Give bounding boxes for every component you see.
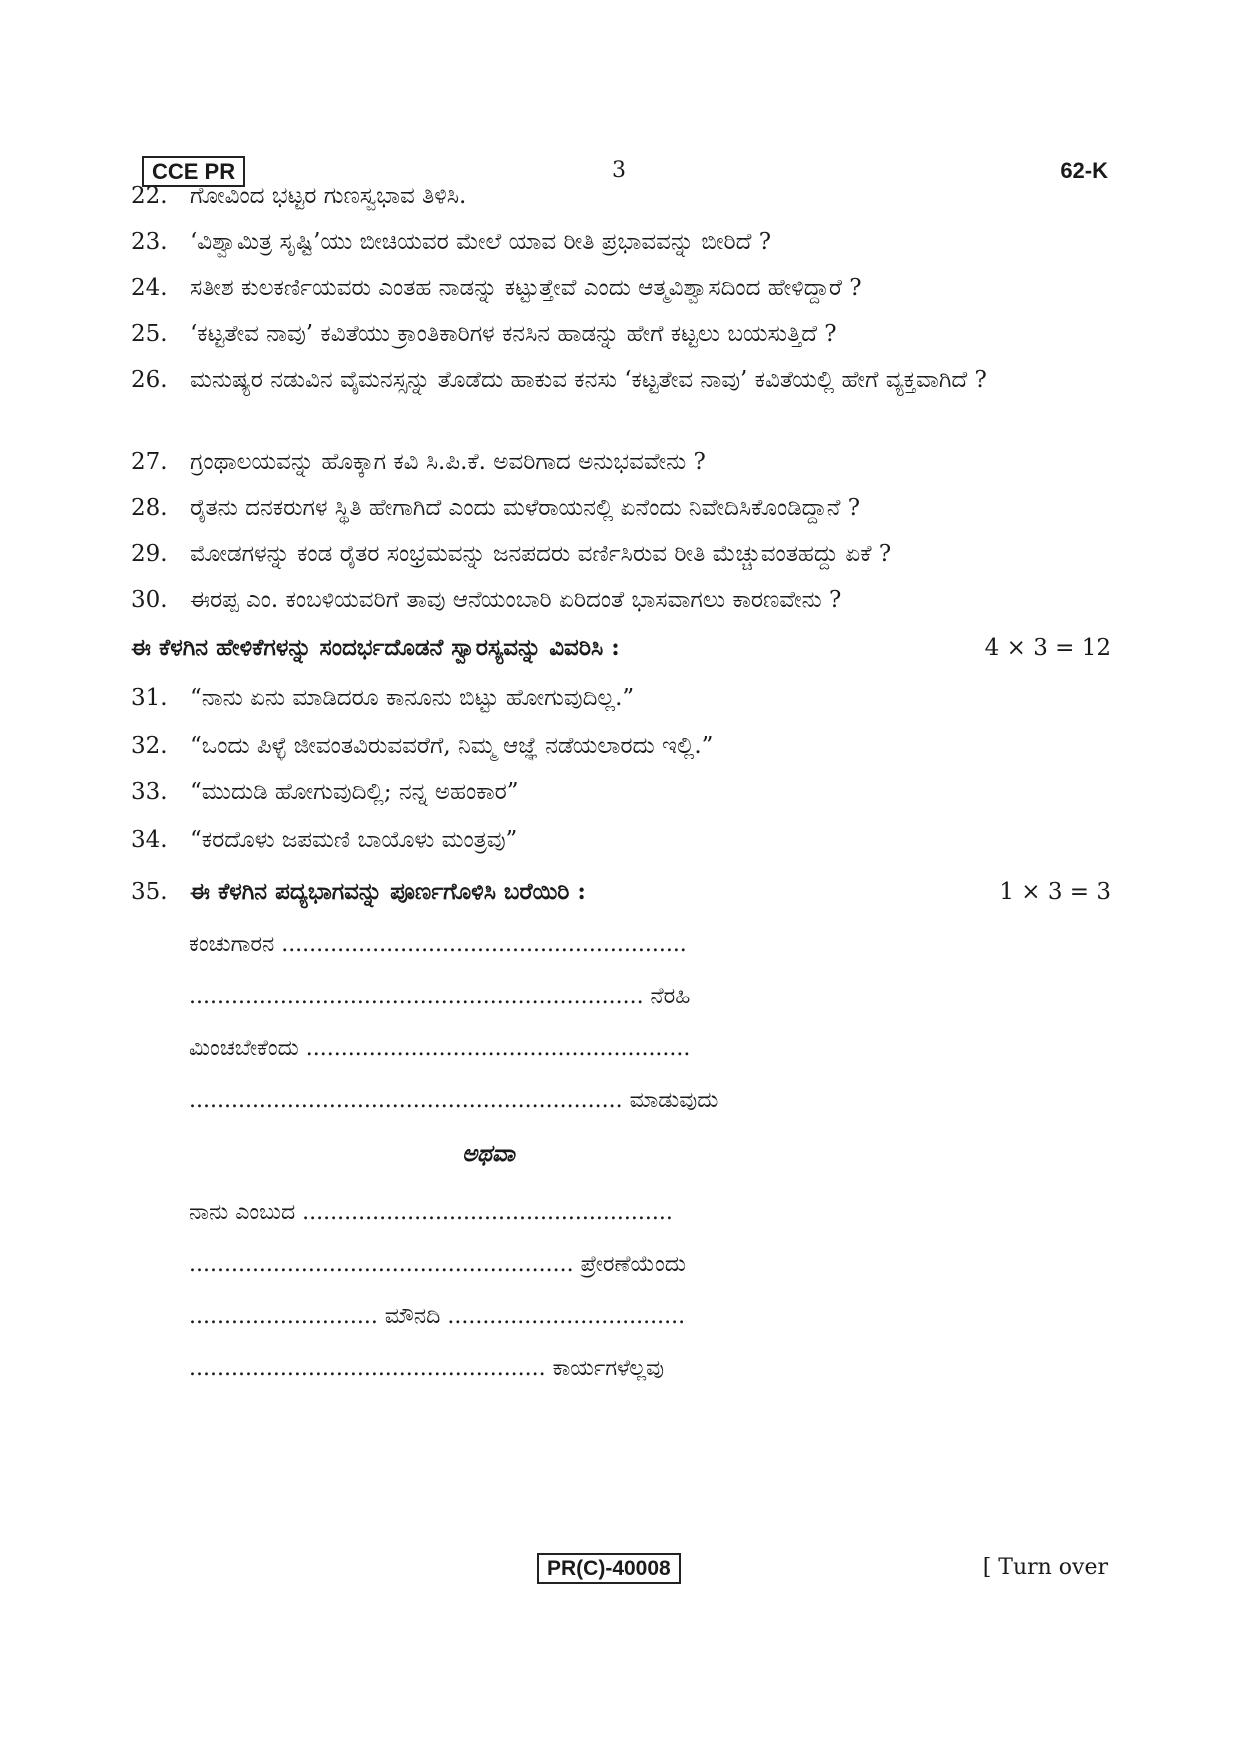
question-number: 30. bbox=[131, 587, 168, 613]
question-number: 35. bbox=[131, 879, 168, 905]
question-text: ಗ್ರಂಥಾಲಯವನ್ನು ಹೊಕ್ಕಾಗ ಕವಿ ಸಿ.ಪಿ.ಕೆ. ಅವರಿಗಾದ ಅನುಭವವೇನು ? bbox=[190, 449, 706, 475]
question-text: ಸತೀಶ ಕುಲಕರ್ಣಿಯವರು ಎಂತಹ ನಾಡನ್ನು ಕಟ್ಟುತ್ತೇವೆ ಎಂದು ಆತ್ಮವಿಶ್ವಾಸದಿಂದ ಹೇಳಿದ್ದಾರೆ ? bbox=[190, 275, 862, 301]
question-25 bbox=[131, 316, 1111, 352]
question-text: ಮೋಡಗಳನ್ನು ಕಂಡ ರೈತರ ಸಂಭ್ರಮವನ್ನು ಜನಪದರು ವರ್ಣಿಸಿರುವ ರೀತಿ ಮೆಚ್ಚುವಂತಹದ್ದು ಏಕೆ ? bbox=[190, 541, 892, 567]
poem-line: ................................................................. ನೆರಹಿ bbox=[189, 984, 691, 1009]
paper-code: 62-K bbox=[1060, 158, 1108, 183]
page-number: 3 bbox=[612, 158, 626, 183]
footer-code-box: PR(C)-40008 bbox=[537, 1553, 681, 1584]
section-instruction: ಈ ಕೆಳಗಿನ ಹೇಳಿಕೆಗಳನ್ನು ಸಂದರ್ಭದೊಡನೆ ಸ್ವಾರಸ್ಯವನ್ನು ವಿವರಿಸಿ : bbox=[131, 634, 620, 661]
question-number: 29. bbox=[131, 541, 168, 567]
question-24 bbox=[131, 270, 1111, 306]
question-29 bbox=[131, 536, 1111, 572]
poem-line: ಕಂಚುಗಾರನ .......................................................... bbox=[189, 932, 687, 957]
question-text: ‘ವಿಶ್ವಾಮಿತ್ರ ಸೃಷ್ಟಿ’ಯು ಬೀಚಿಯವರ ಮೇಲೆ ಯಾವ ರೀತಿ ಪ್ರಭಾವವನ್ನು ಬೀರಿದೆ ? bbox=[190, 229, 772, 255]
poem-line: .............................................................. ಮಾಡುವುದು bbox=[189, 1088, 719, 1113]
question-text: “ಮುದುಡಿ ಹೋಗುವುದಿಲ್ಲಿ; ನನ್ನ ಅಹಂಕಾರ” bbox=[190, 779, 519, 805]
or-label: ಅಥವಾ bbox=[462, 1140, 515, 1167]
question-text: ಈರಪ್ಪ ಎಂ. ಕಂಬಳಿಯವರಿಗೆ ತಾವು ಆನೆಯಂಬಾರಿ ಏರಿದಂತೆ ಭಾಸವಾಗಲು ಕಾರಣವೇನು ? bbox=[190, 587, 842, 613]
poem-line: ....................................................... ಪ್ರೇರಣೆಯೆಂದು bbox=[189, 1252, 686, 1277]
question-number: 22. bbox=[131, 183, 168, 209]
question-number: 28. bbox=[131, 495, 168, 521]
question-text: “ಕರದೊಳು ಜಪಮಣಿ ಬಾಯೊಳು ಮಂತ್ರವು” bbox=[190, 827, 518, 853]
question-number: 26. bbox=[131, 367, 168, 393]
section-marks: 4 × 3 = 12 bbox=[984, 635, 1111, 661]
section-heading-context bbox=[131, 630, 1111, 666]
question-35 bbox=[131, 874, 1111, 910]
poem-line: ನಾನು ಎಂಬುದ ..................................................... bbox=[189, 1200, 673, 1225]
question-22 bbox=[131, 178, 1111, 214]
question-33 bbox=[131, 774, 1111, 810]
question-number: 25. bbox=[131, 321, 168, 347]
question-number: 34. bbox=[131, 827, 168, 853]
question-28 bbox=[131, 490, 1111, 526]
question-26 bbox=[131, 362, 1111, 398]
question-text: ಮನುಷ್ಯರ ನಡುವಿನ ವೈಮನಸ್ಸನ್ನು ತೊಡೆದು ಹಾಕುವ ಕನಸು ‘ಕಟ್ಟತೇವ ನಾವು’ ಕವಿತೆಯಲ್ಲಿ ಹೇಗೆ ವ್ಯಕ್ತವಾಗಿದೆ ? bbox=[190, 367, 987, 393]
question-number: 32. bbox=[131, 733, 168, 759]
question-number: 24. bbox=[131, 275, 168, 301]
question-marks: 1 × 3 = 3 bbox=[999, 879, 1111, 905]
question-27 bbox=[131, 444, 1111, 480]
question-number: 33. bbox=[131, 779, 168, 805]
question-text: ಗೋವಿಂದ ಭಟ್ಟರ ಗುಣಸ್ವಭಾವ ತಿಳಿಸಿ. bbox=[190, 183, 467, 209]
question-31 bbox=[131, 680, 1111, 716]
question-text: “ನಾನು ಏನು ಮಾಡಿದರೂ ಕಾನೂನು ಬಿಟ್ಟು ಹೋಗುವುದಿಲ್ಲ.” bbox=[190, 685, 635, 711]
question-number: 23. bbox=[131, 229, 168, 255]
question-text: ರೈತನು ದನಕರುಗಳ ಸ್ಥಿತಿ ಹೇಗಾಗಿದೆ ಎಂದು ಮಳೆರಾಯನಲ್ಲಿ ಏನೆಂದು ನಿವೇದಿಸಿಕೊಂಡಿದ್ದಾನೆ ? bbox=[190, 495, 861, 521]
question-text: “ಒಂದು ಪಿಳ್ಳೆ ಜೀವಂತವಿರುವವರೆಗೆ, ನಿಮ್ಮ ಆಜ್ಞೆ ನಡೆಯಲಾರದು ಇಲ್ಲಿ.” bbox=[190, 733, 714, 759]
turn-over-label: [ Turn over bbox=[982, 1555, 1108, 1580]
question-text: ‘ಕಟ್ಟತೇವ ನಾವು’ ಕವಿತೆಯು ಕ್ರಾಂತಿಕಾರಿಗಳ ಕನಸಿನ ಹಾಡನ್ನು ಹೇಗೆ ಕಟ್ಟಲು ಬಯಸುತ್ತಿದೆ ? bbox=[190, 321, 837, 347]
poem-line: ................................................... ಕಾರ್ಯಗಳೆಲ್ಲವು bbox=[189, 1356, 665, 1381]
question-34 bbox=[131, 822, 1111, 858]
question-23 bbox=[131, 224, 1111, 260]
left-code-box: CCE PR bbox=[142, 156, 245, 187]
question-number: 31. bbox=[131, 685, 168, 711]
question-instruction: ಈ ಕೆಳಗಿನ ಪದ್ಯಭಾಗವನ್ನು ಪೂರ್ಣಗೊಳಿಸಿ ಬರೆಯಿರಿ : bbox=[190, 878, 586, 905]
question-30 bbox=[131, 582, 1111, 618]
question-number: 27. bbox=[131, 449, 168, 475]
question-32 bbox=[131, 728, 1111, 764]
poem-line: ........................... ಮೌನದಿ .................................. bbox=[189, 1304, 686, 1329]
poem-line: ಮಿಂಚಬೇಕೆಂದು ....................................................... bbox=[189, 1036, 691, 1061]
